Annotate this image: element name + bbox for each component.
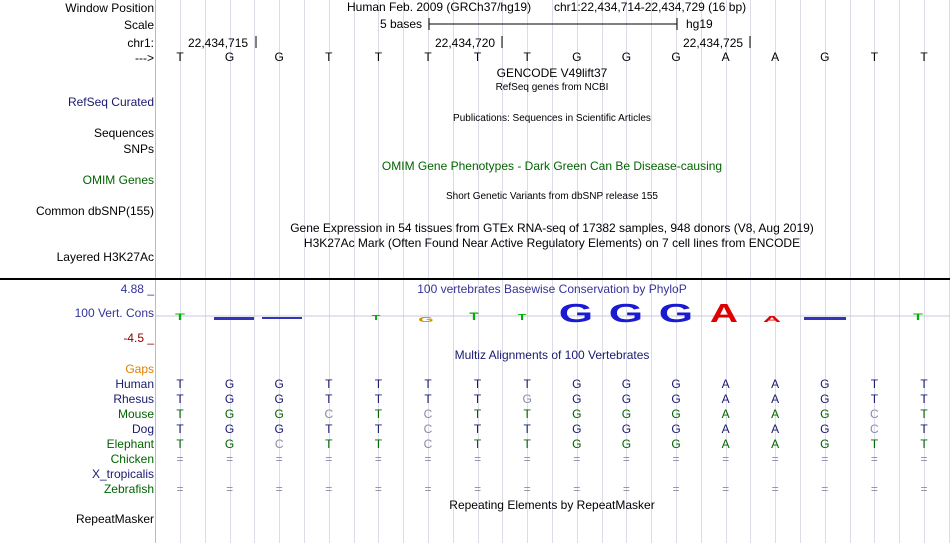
alignment.elephant-base-11: G: [671, 437, 681, 451]
sequence-base-9: G: [572, 50, 582, 64]
alignment.mouse-base-16: T: [920, 407, 928, 421]
alignment.human-base-12: A: [721, 377, 730, 391]
cons-bar-2: [214, 317, 254, 320]
cons-letter-16: T: [913, 311, 923, 323]
strand-label: --->: [135, 51, 154, 65]
alignment.zebrafish-base-8: =: [523, 482, 531, 496]
repeatmasker-track-title[interactable]: Repeating Elements by RepeatMasker: [449, 498, 655, 512]
alignment.chicken-base-10: =: [622, 452, 630, 466]
alignment.dog-base-11: G: [671, 422, 681, 436]
alignment.dog-base-3: G: [274, 422, 284, 436]
sequence-base-14: G: [820, 50, 830, 64]
cons-letter-11: G: [658, 298, 694, 328]
sequence-base-15: T: [870, 50, 879, 64]
track-labels: [0, 0, 154, 543]
coord-label-3: 22,434,725: [683, 36, 744, 50]
window-position-text: chr1:22,434,714-22,434,729 (16 bp): [554, 0, 747, 14]
alignment.elephant-base-15: T: [870, 437, 879, 451]
common-dbsnp-track-label[interactable]: Common dbSNP(155): [35, 204, 154, 218]
refseq-track-label[interactable]: RefSeq Curated: [67, 95, 154, 109]
alignment.elephant-base-2: G: [224, 437, 235, 451]
alignment.mouse-base-5: T: [374, 407, 383, 421]
alignment.chicken-base-13: =: [771, 452, 779, 466]
alignment.dog-base-1: T: [176, 422, 184, 436]
alignment.rhesus-base-11: G: [671, 392, 681, 406]
cons-bar-14: [804, 317, 846, 320]
mouse-species-label: Mouse: [117, 407, 154, 421]
alignment.elephant-base-4: T: [325, 437, 333, 451]
alignment.rhesus-base-6: T: [424, 392, 432, 406]
alignment.zebrafish-base-2: =: [226, 482, 234, 496]
alignment.human-base-5: T: [374, 377, 383, 391]
alignment.dog-base-5: T: [374, 422, 383, 436]
alignment.zebrafish-base-7: =: [474, 482, 482, 496]
alignment.zebrafish-base-13: =: [771, 482, 779, 496]
gtex-track-title[interactable]: Gene Expression in 54 tissues from GTEx RNA-seq of 17382 samples, 948 donors (V8, Aug 2019): [290, 221, 814, 235]
alignment.mouse-base-7: T: [473, 407, 482, 421]
alignment.zebrafish-base-5: =: [374, 482, 382, 496]
repeatmasker-track-label[interactable]: RepeatMasker: [75, 512, 154, 526]
alignment.chicken-base-8: =: [523, 452, 531, 466]
alignment.chicken-base-2: =: [226, 452, 234, 466]
cons-bar-3: [262, 317, 302, 319]
alignment.chicken-base-16: =: [920, 452, 928, 466]
cons-letter-12: A: [709, 299, 739, 329]
cons-letter-6: G: [418, 316, 434, 324]
sequences-track-label[interactable]: Sequences: [93, 126, 154, 140]
publications-track-title[interactable]: Publications: Sequences in Scientific Articles: [453, 113, 651, 124]
alignment.chicken-base-6: =: [424, 452, 432, 466]
alignment.elephant-base-3: C: [274, 437, 284, 451]
alignment.dog-base-2: G: [224, 422, 235, 436]
scale-label: Scale: [123, 18, 154, 32]
alignment.chicken-base-4: =: [325, 452, 333, 466]
sequence-base-4: T: [325, 50, 333, 64]
alignment.human-base-8: T: [523, 377, 531, 391]
alignment.mouse-base-6: C: [423, 407, 433, 421]
alignment.elephant-base-9: G: [572, 437, 582, 451]
sequence-base-10: G: [621, 50, 632, 64]
cons-letter-8: T: [517, 313, 527, 323]
gencode-track-title[interactable]: GENCODE V49lift37: [496, 66, 608, 80]
alignment.human-base-6: T: [424, 377, 432, 391]
cons-letter-5: T: [371, 313, 381, 323]
conservation-logo: [156, 292, 950, 332]
db-label: hg19: [686, 17, 713, 31]
gaps-track-label[interactable]: Gaps: [125, 362, 154, 376]
multiz-track-title[interactable]: Multiz Alignments of 100 Vertebrates: [454, 348, 650, 362]
alignment.zebrafish-base-1: =: [176, 482, 184, 496]
alignment.human-base-4: T: [325, 377, 333, 391]
alignment.mouse-base-9: G: [572, 407, 582, 421]
alignment.chicken-base-15: =: [870, 452, 878, 466]
alignment.zebrafish-base-12: =: [722, 482, 730, 496]
alignment.dog-base-12: A: [721, 422, 730, 436]
alignment.human-base-9: G: [572, 377, 582, 391]
dog-species-label: Dog: [131, 422, 154, 436]
alignment.rhesus-base-5: T: [374, 392, 383, 406]
rhesus-species-label: Rhesus: [113, 392, 154, 406]
cons-track-label[interactable]: 100 Vert. Cons: [74, 306, 154, 320]
alignment.dog-base-10: G: [621, 422, 632, 436]
alignment.chicken-base-9: =: [573, 452, 581, 466]
alignment.chicken-base-11: =: [672, 452, 680, 466]
alignment.zebrafish-base-3: =: [275, 482, 283, 496]
alignment.elephant-base-6: C: [423, 437, 433, 451]
alignment.rhesus-base-8: G: [522, 392, 532, 406]
alignment.mouse-base-15: C: [870, 407, 879, 421]
alignment.zebrafish-base-11: =: [672, 482, 680, 496]
cons-min-value: -4.5 _: [123, 331, 154, 345]
alignment.dog-base-6: C: [423, 422, 433, 436]
alignment.human-base-14: G: [820, 377, 830, 391]
omim-track-title[interactable]: OMIM Gene Phenotypes - Dark Green Can Be Disease-causing: [381, 159, 723, 173]
h3k27ac-track-title[interactable]: H3K27Ac Mark (Often Found Near Active Regulatory Elements) on 7 cell lines from ENCODE: [303, 236, 801, 250]
alignment.dog-base-15: C: [870, 422, 879, 436]
sequence-base-7: T: [473, 50, 482, 64]
alignment.rhesus-base-13: A: [771, 392, 780, 406]
alignment.zebrafish-base-10: =: [622, 482, 630, 496]
layered-h3k27ac-track-label[interactable]: Layered H3K27Ac: [56, 250, 154, 264]
human-species-label: Human: [115, 377, 154, 391]
cons-letter-9: G: [558, 298, 594, 328]
alignment.elephant-base-8: T: [523, 437, 531, 451]
alignment.chicken-base-3: =: [275, 452, 283, 466]
alignment.mouse-base-14: G: [820, 407, 830, 421]
alignment.mouse-base-8: T: [523, 407, 531, 421]
xtropicalis-species-label: X_tropicalis: [91, 467, 154, 481]
alignment.zebrafish-base-16: =: [920, 482, 928, 496]
sequence-base-5: T: [374, 50, 383, 64]
alignment.rhesus-base-1: T: [176, 392, 184, 406]
scale-bar-text: 5 bases: [380, 17, 423, 31]
alignment.human-base-11: G: [671, 377, 681, 391]
alignment.rhesus-base-4: T: [325, 392, 333, 406]
alignment.dog-base-13: A: [771, 422, 780, 436]
alignment.human-base-10: G: [621, 377, 632, 391]
alignment.mouse-base-10: G: [621, 407, 632, 421]
alignment.rhesus-base-16: T: [920, 392, 928, 406]
alignment.dog-base-4: T: [325, 422, 333, 436]
alignment.rhesus-base-10: G: [621, 392, 632, 406]
window-position-label: Window Position: [65, 1, 154, 15]
alignment.elephant-base-16: T: [920, 437, 928, 451]
cons-letter-1: T: [175, 311, 185, 323]
alignment.dog-base-14: G: [820, 422, 830, 436]
sequence-base-1: T: [176, 50, 184, 64]
alignment.chicken-base-7: =: [474, 452, 482, 466]
alignment.elephant-base-1: T: [176, 437, 184, 451]
alignment.elephant-base-13: A: [771, 437, 780, 451]
alignment.mouse-base-4: C: [324, 407, 334, 421]
alignment.mouse-base-1: T: [176, 407, 184, 421]
sequence-base-6: T: [424, 50, 432, 64]
alignment.rhesus-base-9: G: [572, 392, 582, 406]
sequence-base-16: T: [920, 50, 928, 64]
alignment.mouse-base-13: A: [771, 407, 780, 421]
alignment.mouse-base-3: G: [274, 407, 284, 421]
conservation-track-title[interactable]: 100 vertebrates Basewise Conservation by PhyloP: [417, 282, 687, 296]
alignment.human-base-7: T: [473, 377, 482, 391]
alignment.human-base-16: T: [920, 377, 928, 391]
dbsnp-track-title[interactable]: Short Genetic Variants from dbSNP release 155: [446, 191, 658, 202]
coord-label-2: 22,434,720: [435, 36, 496, 50]
alignment.rhesus-base-14: G: [820, 392, 830, 406]
alignment.chicken-base-5: =: [374, 452, 382, 466]
chicken-species-label: Chicken: [110, 452, 154, 466]
alignment.chicken-base-14: =: [821, 452, 829, 466]
snps-track-label[interactable]: SNPs: [123, 142, 154, 156]
alignment.mouse-base-12: A: [721, 407, 730, 421]
alignment.elephant-base-5: T: [374, 437, 383, 451]
alignment.chicken-base-1: =: [176, 452, 184, 466]
coord-label-1: 22,434,715: [188, 36, 249, 50]
sequence-base-11: G: [671, 50, 681, 64]
alignment.human-base-13: A: [771, 377, 780, 391]
zebrafish-species-label: Zebrafish: [103, 482, 154, 496]
cons-letter-7: T: [469, 309, 479, 323]
alignment.dog-base-9: G: [572, 422, 582, 436]
browser-image[interactable]: [156, 0, 950, 543]
alignment.human-base-1: T: [176, 377, 184, 391]
alignment.rhesus-base-3: G: [274, 392, 284, 406]
alignment.zebrafish-base-4: =: [325, 482, 333, 496]
refseq-track-subtitle: RefSeq genes from NCBI: [495, 82, 609, 93]
alignment.rhesus-base-12: A: [721, 392, 730, 406]
sequence-base-3: G: [274, 50, 284, 64]
alignment.zebrafish-base-6: =: [424, 482, 432, 496]
alignment.dog-base-7: T: [473, 422, 482, 436]
alignment.dog-base-8: T: [523, 422, 531, 436]
alignment.mouse-base-11: G: [671, 407, 681, 421]
sequence-base-12: A: [721, 50, 730, 64]
alignment.zebrafish-base-9: =: [573, 482, 581, 496]
alignment.human-base-2: G: [224, 377, 235, 391]
alignment.zebrafish-base-15: =: [870, 482, 878, 496]
alignment.elephant-base-10: G: [621, 437, 632, 451]
alignment.rhesus-base-7: T: [473, 392, 482, 406]
cons-letter-13: A: [762, 314, 782, 324]
elephant-species-label: Elephant: [106, 437, 154, 451]
cons-letter-10: G: [608, 298, 644, 328]
sequence-base-2: G: [224, 50, 235, 64]
sequence-base-13: A: [771, 50, 780, 64]
alignment.rhesus-base-15: T: [870, 392, 879, 406]
alignment.human-base-15: T: [870, 377, 879, 391]
alignment.human-base-3: G: [274, 377, 284, 391]
cons-max-value: 4.88 _: [120, 282, 154, 296]
assembly-title: Human Feb. 2009 (GRCh37/hg19): [347, 0, 532, 14]
alignment.chicken-base-12: =: [722, 452, 730, 466]
sequence-base-8: T: [523, 50, 531, 64]
alignment.rhesus-base-2: G: [224, 392, 235, 406]
alignment.dog-base-16: T: [920, 422, 928, 436]
alignment.elephant-base-12: A: [721, 437, 730, 451]
alignment.zebrafish-base-14: =: [821, 482, 829, 496]
alignment.mouse-base-2: G: [224, 407, 235, 421]
chrom-label: chr1:: [127, 36, 154, 50]
alignment.elephant-base-7: T: [473, 437, 482, 451]
omim-track-label[interactable]: OMIM Genes: [82, 173, 154, 187]
alignment.elephant-base-14: G: [820, 437, 830, 451]
